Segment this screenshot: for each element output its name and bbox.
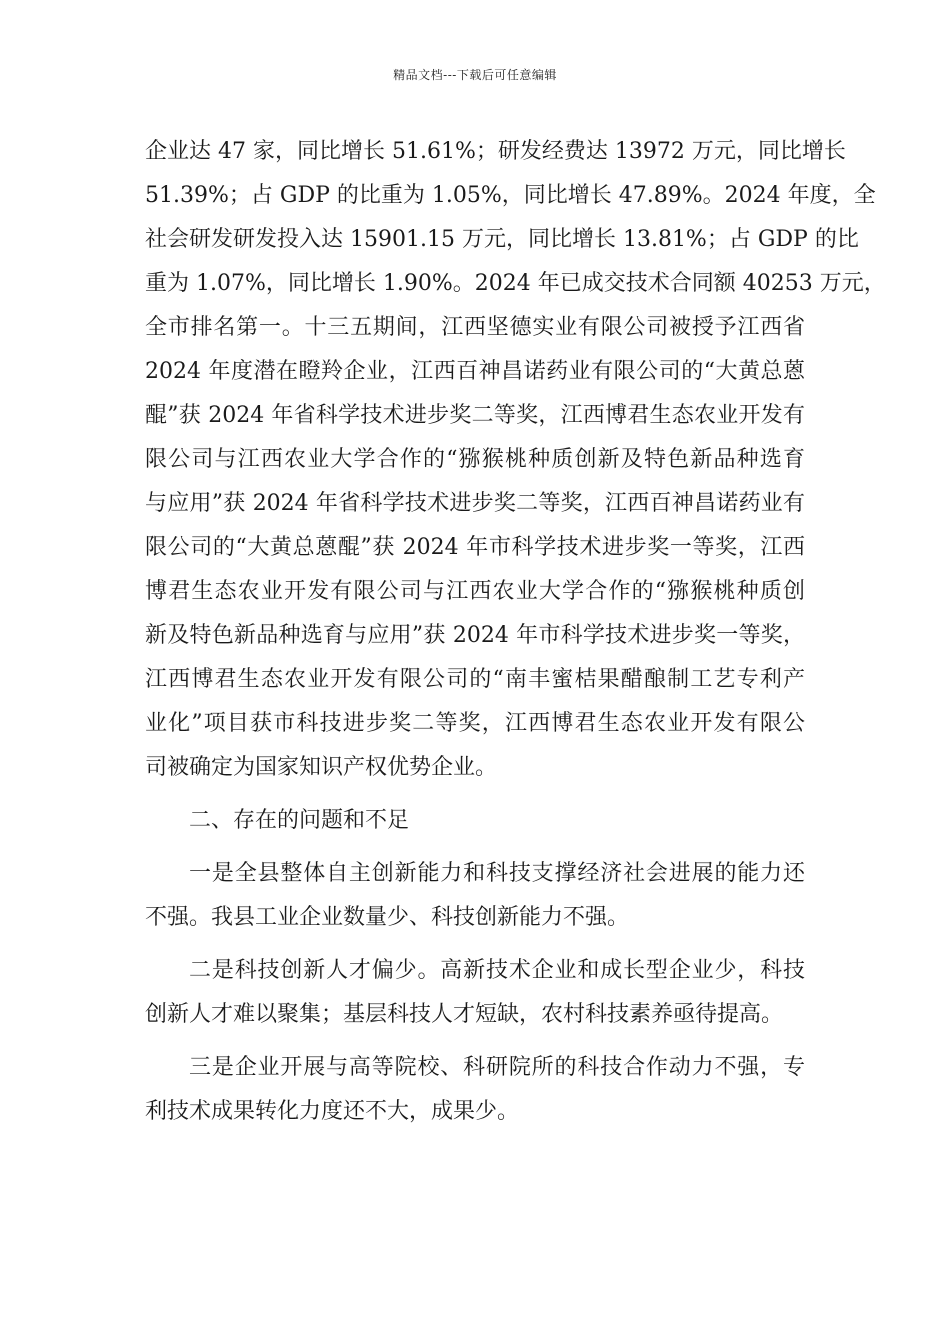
- text-line: 51.39%；占 GDP 的比重为 1.05%，同比增长 47.89%。2024 年度，全: [145, 183, 876, 208]
- text-line: 2024 年度潜在瞪羚企业，江西百神昌诺药业有限公司的“大黄总蒽: [145, 359, 805, 384]
- text-line: 不强。我县工业企业数量少、科技创新能力不强。: [145, 905, 630, 930]
- text-line: 新及特色新品种选育与应用”获 2024 年市科学技术进步奖一等奖，: [145, 623, 805, 648]
- section-heading: 二、存在的问题和不足: [189, 808, 410, 833]
- text-line: 与应用”获 2024 年省科学技术进步奖二等奖，江西百神昌诺药业有: [145, 491, 805, 516]
- section-heading-problems: [145, 799, 805, 843]
- text-line: 二是科技创新人才偏少。高新技术企业和成长型企业少，科技: [189, 958, 805, 983]
- paragraph-problem-one: [145, 852, 805, 940]
- text-line: 全市排名第一。十三五期间，江西坚德实业有限公司被授予江西省: [145, 315, 805, 340]
- text-line: 三是企业开展与高等院校、科研院所的科技合作动力不强，专: [189, 1055, 805, 1080]
- text-line: 一是全县整体自主创新能力和科技支撑经济社会进展的能力还: [189, 861, 805, 886]
- page-header: 精品文档---下载后可任意编辑: [393, 68, 557, 82]
- document-body: [145, 130, 886, 1134]
- text-line: 醌”获 2024 年省科学技术进步奖二等奖，江西博君生态农业开发有: [145, 403, 805, 428]
- paragraph-problem-three: [145, 1046, 805, 1134]
- paragraph-problem-two: [145, 949, 805, 1037]
- paragraph-tech-achievements: [145, 130, 886, 790]
- text-line: 司被确定为国家知识产权优势企业。: [145, 755, 498, 780]
- text-line: 限公司与江西农业大学合作的“猕猴桃种质创新及特色新品种选育: [145, 447, 805, 472]
- text-line: 利技术成果转化力度还不大，成果少。: [145, 1099, 520, 1124]
- text-line: 企业达 47 家，同比增长 51.61%；研发经费达 13972 万元，同比增长: [145, 139, 846, 164]
- text-line: 江西博君生态农业开发有限公司的“南丰蜜桔果醋酿制工艺专利产: [145, 667, 805, 692]
- text-line: 博君生态农业开发有限公司与江西农业大学合作的“猕猴桃种质创: [145, 579, 805, 604]
- text-line: 业化”项目获市科技进步奖二等奖，江西博君生态农业开发有限公: [145, 711, 805, 736]
- text-line: 社会研发研发投入达 15901.15 万元，同比增长 13.81%；占 GDP 的比: [145, 227, 859, 252]
- text-line: 重为 1.07%，同比增长 1.90%。2024 年已成交技术合同额 40253 万元，: [145, 271, 886, 296]
- text-line: 限公司的“大黄总蒽醌”获 2024 年市科学技术进步奖一等奖，江西: [145, 535, 805, 560]
- text-line: 创新人才难以聚集；基层科技人才短缺，农村科技素养亟待提高。: [145, 1002, 784, 1027]
